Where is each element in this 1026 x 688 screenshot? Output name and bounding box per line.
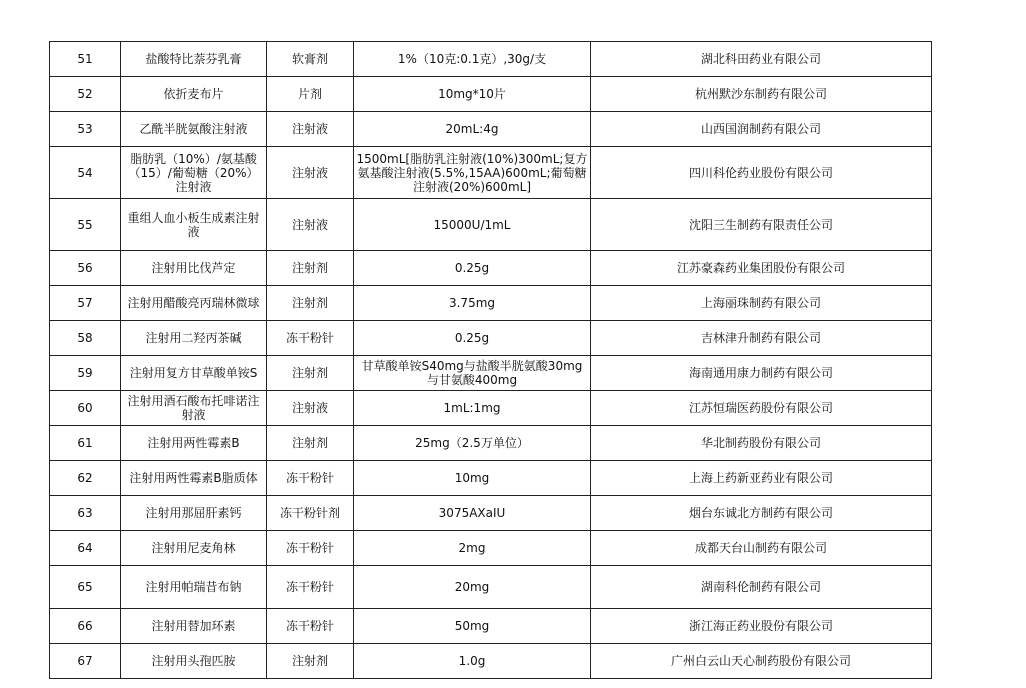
manufacturer-cell: 上海丽珠制药有限公司 xyxy=(591,286,932,321)
row-number-cell: 53 xyxy=(50,112,121,147)
manufacturer-cell: 山西国润制药有限公司 xyxy=(591,112,932,147)
drug-name-cell: 注射用帕瑞昔布钠 xyxy=(121,566,267,609)
specification-cell: 1mL:1mg xyxy=(354,391,591,426)
specification-cell: 1.0g xyxy=(354,644,591,679)
manufacturer-cell: 四川科伦药业股份有限公司 xyxy=(591,147,932,199)
drug-name-cell: 注射用复方甘草酸单铵S xyxy=(121,356,267,391)
table-row xyxy=(50,461,932,496)
drug-name-cell: 依折麦布片 xyxy=(121,77,267,112)
table-row xyxy=(50,644,932,679)
row-number-cell: 60 xyxy=(50,391,121,426)
drug-name-cell: 乙酰半胱氨酸注射液 xyxy=(121,112,267,147)
dosage-form-cell: 冻干粉针 xyxy=(267,609,354,644)
specification-cell: 1500mL[脂肪乳注射液(10%)300mL;复方氨基酸注射液(5.5%,15AA)600mL;葡萄糖注射液(20%)600mL] xyxy=(354,147,591,199)
dosage-form-cell: 注射剂 xyxy=(267,251,354,286)
drug-name-cell: 注射用那屈肝素钙 xyxy=(121,496,267,531)
table-row xyxy=(50,391,932,426)
dosage-form-cell: 注射剂 xyxy=(267,286,354,321)
drug-name-cell: 注射用二羟丙茶碱 xyxy=(121,321,267,356)
manufacturer-cell: 广州白云山天心制药股份有限公司 xyxy=(591,644,932,679)
table-row xyxy=(50,42,932,77)
manufacturer-cell: 烟台东诚北方制药有限公司 xyxy=(591,496,932,531)
drug-name-cell: 注射用两性霉素B xyxy=(121,426,267,461)
drug-name-cell: 注射用头孢匹胺 xyxy=(121,644,267,679)
drug-name-cell: 盐酸特比萘芬乳膏 xyxy=(121,42,267,77)
dosage-form-cell: 注射剂 xyxy=(267,644,354,679)
table-row xyxy=(50,566,932,609)
row-number-cell: 51 xyxy=(50,42,121,77)
dosage-form-cell: 注射液 xyxy=(267,112,354,147)
table-row xyxy=(50,112,932,147)
manufacturer-cell: 成都天台山制药有限公司 xyxy=(591,531,932,566)
dosage-form-cell: 冻干粉针 xyxy=(267,566,354,609)
dosage-form-cell: 片剂 xyxy=(267,77,354,112)
drug-name-cell: 脂肪乳（10%）/氨基酸（15）/葡萄糖（20%）注射液 xyxy=(121,147,267,199)
manufacturer-cell: 沈阳三生制药有限责任公司 xyxy=(591,199,932,251)
row-number-cell: 62 xyxy=(50,461,121,496)
table-row xyxy=(50,199,932,251)
specification-cell: 0.25g xyxy=(354,251,591,286)
drug-name-cell: 注射用比伐芦定 xyxy=(121,251,267,286)
row-number-cell: 66 xyxy=(50,609,121,644)
specification-cell: 甘草酸单铵S40mg与盐酸半胱氨酸30mg与甘氨酸400mg xyxy=(354,356,591,391)
specification-cell: 10mg*10片 xyxy=(354,77,591,112)
row-number-cell: 65 xyxy=(50,566,121,609)
drug-name-cell: 注射用醋酸亮丙瑞林微球 xyxy=(121,286,267,321)
manufacturer-cell: 华北制药股份有限公司 xyxy=(591,426,932,461)
table-row xyxy=(50,426,932,461)
specification-cell: 15000U/1mL xyxy=(354,199,591,251)
table-row xyxy=(50,286,932,321)
row-number-cell: 52 xyxy=(50,77,121,112)
specification-cell: 3.75mg xyxy=(354,286,591,321)
drug-name-cell: 注射用替加环素 xyxy=(121,609,267,644)
dosage-form-cell: 注射液 xyxy=(267,199,354,251)
drug-name-cell: 注射用两性霉素B脂质体 xyxy=(121,461,267,496)
specification-cell: 0.25g xyxy=(354,321,591,356)
dosage-form-cell: 冻干粉针 xyxy=(267,461,354,496)
manufacturer-cell: 吉林津升制药有限公司 xyxy=(591,321,932,356)
dosage-form-cell: 冻干粉针 xyxy=(267,531,354,566)
row-number-cell: 58 xyxy=(50,321,121,356)
drug-list-table xyxy=(49,41,932,679)
table-row xyxy=(50,251,932,286)
dosage-form-cell: 软膏剂 xyxy=(267,42,354,77)
specification-cell: 1%（10克:0.1克）,30g/支 xyxy=(354,42,591,77)
row-number-cell: 54 xyxy=(50,147,121,199)
drug-name-cell: 注射用酒石酸布托啡诺注射液 xyxy=(121,391,267,426)
manufacturer-cell: 上海上药新亚药业有限公司 xyxy=(591,461,932,496)
manufacturer-cell: 江苏豪森药业集团股份有限公司 xyxy=(591,251,932,286)
drug-name-cell: 重组人血小板生成素注射液 xyxy=(121,199,267,251)
table-row xyxy=(50,531,932,566)
dosage-form-cell: 冻干粉针剂 xyxy=(267,496,354,531)
row-number-cell: 55 xyxy=(50,199,121,251)
specification-cell: 50mg xyxy=(354,609,591,644)
manufacturer-cell: 湖南科伦制药有限公司 xyxy=(591,566,932,609)
manufacturer-cell: 杭州默沙东制药有限公司 xyxy=(591,77,932,112)
dosage-form-cell: 注射液 xyxy=(267,147,354,199)
table-row xyxy=(50,321,932,356)
drug-list-body xyxy=(50,42,932,679)
manufacturer-cell: 江苏恒瑞医药股份有限公司 xyxy=(591,391,932,426)
table-row xyxy=(50,77,932,112)
manufacturer-cell: 浙江海正药业股份有限公司 xyxy=(591,609,932,644)
specification-cell: 10mg xyxy=(354,461,591,496)
table-row xyxy=(50,356,932,391)
dosage-form-cell: 注射剂 xyxy=(267,356,354,391)
table-row xyxy=(50,147,932,199)
row-number-cell: 59 xyxy=(50,356,121,391)
manufacturer-cell: 湖北科田药业有限公司 xyxy=(591,42,932,77)
specification-cell: 3075AXaIU xyxy=(354,496,591,531)
row-number-cell: 64 xyxy=(50,531,121,566)
row-number-cell: 67 xyxy=(50,644,121,679)
specification-cell: 20mL:4g xyxy=(354,112,591,147)
specification-cell: 20mg xyxy=(354,566,591,609)
drug-name-cell: 注射用尼麦角林 xyxy=(121,531,267,566)
dosage-form-cell: 注射剂 xyxy=(267,426,354,461)
specification-cell: 25mg（2.5万单位） xyxy=(354,426,591,461)
row-number-cell: 61 xyxy=(50,426,121,461)
specification-cell: 2mg xyxy=(354,531,591,566)
row-number-cell: 63 xyxy=(50,496,121,531)
table-row xyxy=(50,609,932,644)
row-number-cell: 57 xyxy=(50,286,121,321)
manufacturer-cell: 海南通用康力制药有限公司 xyxy=(591,356,932,391)
table-row xyxy=(50,496,932,531)
dosage-form-cell: 冻干粉针 xyxy=(267,321,354,356)
dosage-form-cell: 注射液 xyxy=(267,391,354,426)
row-number-cell: 56 xyxy=(50,251,121,286)
